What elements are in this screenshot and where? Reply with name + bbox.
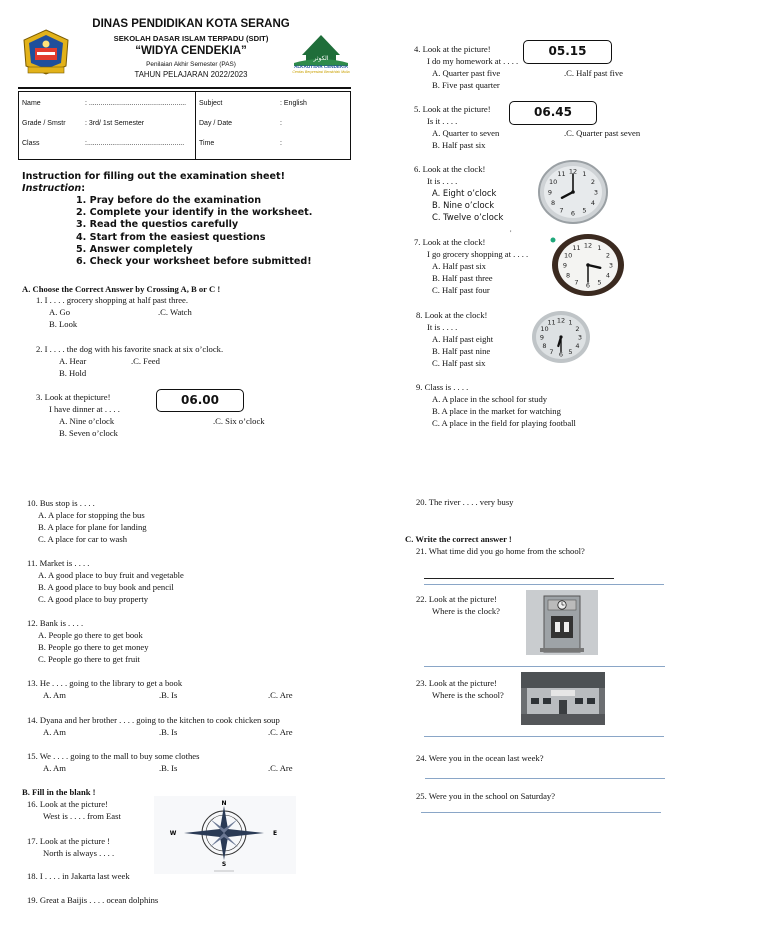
- q3-time-box: 06.00: [156, 389, 244, 412]
- clock-number: 11: [572, 244, 581, 252]
- clock-number: 5: [582, 206, 587, 215]
- q6-stem: 6. Look at the clock!: [414, 164, 486, 174]
- q23-answer-line[interactable]: [424, 736, 664, 737]
- name-field[interactable]: : ..................................................: [85, 100, 187, 107]
- q8-option-b[interactable]: B. Half past nine: [432, 346, 491, 356]
- clock-number: 10: [563, 251, 573, 260]
- compass-s-label: S: [221, 861, 227, 868]
- q6-stem-2: It is . . . .: [427, 176, 458, 186]
- clock-number: 12: [583, 241, 593, 250]
- q7-stem: 7. Look at the clock!: [414, 237, 486, 247]
- q23-stem-2: Where is the school?: [432, 690, 504, 700]
- q17-stem: 17. Look at the picture !: [27, 836, 111, 846]
- q3-stem: 3. Look at thepicture!: [36, 392, 111, 402]
- compass-rose-icon: [154, 796, 296, 874]
- header-school-name: “WIDYA CENDEKIA”: [135, 45, 247, 57]
- clock-number: 4: [605, 271, 610, 280]
- subject-label: Subject: [199, 100, 223, 107]
- clock-number: 6: [585, 281, 591, 290]
- q13-option-b[interactable]: .B. Is: [159, 690, 178, 700]
- q10-option-c[interactable]: C. A place for car to wash: [38, 534, 128, 544]
- clock-number: 12: [568, 167, 578, 176]
- q4-option-c[interactable]: .C. Half past five: [564, 68, 623, 78]
- clock-number: 2: [590, 177, 595, 186]
- q11-stem: 11. Market is . . . .: [27, 558, 90, 568]
- section-c-title: C. Write the correct answer !: [405, 534, 512, 544]
- student-info-box: [18, 91, 351, 160]
- q22-stem: 22. Look at the picture!: [416, 594, 497, 604]
- clock-number: 4: [575, 341, 580, 350]
- subject-value: : English: [280, 100, 307, 107]
- q5-option-a[interactable]: A. Quarter to seven: [432, 128, 500, 138]
- right-logo: [286, 33, 356, 77]
- q3-option-b[interactable]: B. Seven o’clock: [59, 428, 118, 438]
- clock-number: 11: [547, 318, 556, 327]
- name-label: Name: [22, 100, 41, 107]
- day-field[interactable]: :: [280, 120, 282, 127]
- q3-option-a[interactable]: A. Nine o’clock: [59, 416, 115, 426]
- instruction-subtitle: [22, 183, 85, 195]
- q1-option-a[interactable]: A. Go: [49, 307, 71, 317]
- clock-number: 5: [568, 348, 573, 356]
- clock-q6: [536, 159, 610, 225]
- q7-option-c[interactable]: C. Half past four: [432, 285, 490, 295]
- q6-mark: ,: [510, 227, 512, 233]
- clock-q6-svg: [536, 159, 610, 225]
- q12-stem: 12. Bank is . . . .: [27, 618, 84, 628]
- compass-n-label: N: [221, 800, 227, 807]
- q8-stem-2: It is . . . .: [427, 322, 458, 332]
- q2-stem: 2. I . . . . the dog with his favorite snack at six o’clock.: [36, 344, 224, 354]
- grade-label: Grade / Smstr: [22, 120, 66, 127]
- class-label: Class: [22, 140, 40, 147]
- q6-option-a[interactable]: A. Eight o’clock: [432, 188, 497, 198]
- q15-option-a[interactable]: A. Am: [43, 763, 66, 773]
- svg-text:الكوثر: الكوثر: [313, 55, 329, 62]
- clock-number: 12: [556, 316, 566, 325]
- q11-option-c[interactable]: C. A good place to buy property: [38, 594, 149, 604]
- q24-stem: 24. Were you in the ocean last week?: [416, 753, 544, 763]
- clock-number: 3: [593, 188, 599, 197]
- clock-number: 3: [608, 261, 614, 270]
- instruction-list: [76, 195, 312, 268]
- clock-number: 9: [562, 261, 568, 270]
- q5-stem-2: Is it . . . .: [427, 116, 458, 126]
- q5-stem: 5. Look at the picture!: [414, 104, 491, 114]
- school-building-icon: [521, 672, 605, 725]
- instruction-item: 4. Start from the easiest questions: [76, 231, 266, 243]
- clock-number: 2: [605, 251, 610, 260]
- school-picture: [521, 672, 605, 725]
- q17-stem-2: North is always . . . .: [43, 848, 115, 858]
- q2-option-a[interactable]: A. Hear: [59, 356, 87, 366]
- clock-number: 1: [568, 318, 573, 327]
- compass-e-label: E: [272, 830, 278, 837]
- q7-option-b[interactable]: B. Half past three: [432, 273, 493, 283]
- q12-option-c[interactable]: C. People go there to get fruit: [38, 654, 140, 664]
- q21-answer-line-dark[interactable]: [424, 578, 614, 579]
- q9-option-a[interactable]: A. A place in the school for study: [432, 394, 548, 404]
- q25-stem: 25. Were you in the school on Saturday?: [416, 791, 556, 801]
- instruction-item: 3. Read the questios carefully: [76, 219, 239, 231]
- grade-value: : 3rd/ 1st Semester: [85, 120, 145, 127]
- q14-option-b[interactable]: .B. Is: [159, 727, 178, 737]
- q10-option-b[interactable]: B. A place for plane for landing: [38, 522, 147, 532]
- q24-answer-line[interactable]: [425, 778, 665, 779]
- q3-stem-2: I have dinner at . . . .: [49, 404, 120, 414]
- clock-number: 8: [542, 341, 547, 350]
- class-field[interactable]: :..................................................: [85, 140, 185, 147]
- instruction-title: Instruction for filling out the examination sheet!: [22, 171, 285, 182]
- instruction-subtitle-text: Instruction: [22, 183, 82, 194]
- q6-option-c[interactable]: C. Twelve o’clock: [432, 212, 504, 222]
- q14-option-a[interactable]: A. Am: [43, 727, 66, 737]
- compass-picture: [154, 796, 296, 874]
- q9-option-c[interactable]: C. A place in the field for playing football: [432, 418, 576, 428]
- q22-answer-line[interactable]: [424, 666, 665, 667]
- q22-stem-2: Where is the clock?: [432, 606, 500, 616]
- clock-number: 1: [597, 244, 602, 252]
- q12-option-a[interactable]: A. People go there to get book: [38, 630, 143, 640]
- clock-number: 10: [540, 324, 549, 333]
- header-rule: [18, 87, 351, 89]
- q5-option-c[interactable]: .C. Quarter past seven: [564, 128, 641, 138]
- section-b-title: B. Fill in the blank !: [22, 787, 96, 797]
- q9-stem: 9. Class is . . . .: [416, 382, 469, 392]
- clock-number: 6: [570, 209, 576, 218]
- instruction-item: 2. Complete your identify in the worksheet.: [76, 207, 313, 219]
- instruction-item: 1. Pray before do the examination: [76, 195, 262, 206]
- q18-stem: 18. I . . . . in Jakarta last week: [27, 871, 130, 881]
- clock-number: 3: [577, 333, 583, 342]
- q7-stem-2: I go grocery shopping at . . . .: [427, 249, 529, 259]
- clock-q8-svg: [530, 309, 592, 365]
- q15-option-c[interactable]: .C. Are: [268, 763, 293, 773]
- clock-number: 8: [566, 271, 571, 280]
- clock-number: 9: [547, 188, 553, 197]
- q14-stem: 14. Dyana and her brother . . . . going to the kitchen to cook chicken soup: [27, 715, 280, 725]
- q5-option-b[interactable]: B. Half past six: [432, 140, 486, 150]
- q16-stem: 16. Look at the picture!: [27, 799, 108, 809]
- q1-stem: 1. I . . . . grocery shopping at half past three.: [36, 295, 189, 305]
- clock-q8: [530, 309, 592, 365]
- right-logo-name: ALKAUTSAR CENDEKIA: [294, 64, 348, 69]
- q8-stem: 8. Look at the clock!: [416, 310, 488, 320]
- q10-stem: 10. Bus stop is . . . .: [27, 498, 95, 508]
- q11-option-a[interactable]: A. A good place to buy fruit and vegetable: [38, 570, 184, 580]
- q4-stem: 4. Look at the picture!: [414, 44, 491, 54]
- clock-number: 9: [539, 333, 545, 342]
- q15-stem: 15. We . . . . going to the mall to buy some clothes: [27, 751, 200, 761]
- q3-option-c[interactable]: .C. Six o’clock: [213, 416, 265, 426]
- clock-tower-icon: [526, 590, 598, 655]
- q1-option-c[interactable]: .C. Watch: [158, 307, 192, 317]
- q10-option-a[interactable]: A. A place for stopping the bus: [38, 510, 145, 520]
- clock-number: 4: [590, 198, 595, 207]
- q4-option-a[interactable]: A. Quarter past five: [432, 68, 501, 78]
- day-label: Day / Date: [199, 120, 233, 127]
- q21-stem: 21. What time did you go home from the school?: [416, 546, 585, 556]
- clock-number: 7: [549, 348, 554, 356]
- clock-q7: [546, 232, 626, 298]
- compass-w-label: W: [169, 830, 177, 837]
- header-exam: Penilaian Akhir Semester (PAS): [146, 61, 236, 68]
- clock-number: 6: [558, 350, 564, 359]
- q4-stem-2: I do my homework at . . . .: [427, 56, 519, 66]
- q11-option-b[interactable]: B. A good place to buy book and pencil: [38, 582, 174, 592]
- q7-option-a[interactable]: A. Half past six: [432, 261, 486, 271]
- q13-stem: 13. He . . . . going to the library to get a book: [27, 678, 183, 688]
- section-a-title: A. Choose the Correct Answer by Crossing A, B or C !: [22, 284, 221, 294]
- q14-option-c[interactable]: .C. Are: [268, 727, 293, 737]
- time-label: Time: [199, 140, 215, 147]
- header-school-type: SEKOLAH DASAR ISLAM TERPADU (SDIT): [113, 34, 269, 43]
- q6-option-b[interactable]: B. Nine o’clock: [432, 200, 495, 210]
- q13-option-c[interactable]: .C. Are: [268, 690, 293, 700]
- q4-time-box: 05.15: [523, 40, 612, 64]
- clock-q7-svg: [546, 232, 626, 298]
- q2-option-c[interactable]: .C. Feed: [131, 356, 160, 366]
- clock-number: 8: [551, 198, 556, 207]
- q19-stem: 19. Great a Baijis . . . . ocean dolphins: [27, 895, 159, 905]
- q21-answer-line[interactable]: [424, 584, 664, 585]
- q23-stem: 23. Look at the picture!: [416, 678, 497, 688]
- q1-option-b[interactable]: B. Look: [49, 319, 78, 329]
- q8-option-a[interactable]: A. Half past eight: [432, 334, 494, 344]
- q20-stem: 20. The river . . . . very busy: [416, 497, 514, 507]
- instruction-subtitle-colon: :: [81, 183, 86, 194]
- instruction-item: 6. Check your worksheet before submitted!: [76, 256, 312, 268]
- q5-time-box: 06.45: [509, 101, 597, 125]
- q15-option-b[interactable]: .B. Is: [159, 763, 178, 773]
- header-agency: DINAS PENDIDIKAN KOTA SERANG: [92, 18, 290, 30]
- info-divider: [195, 92, 196, 159]
- clock-number: 1: [582, 170, 587, 179]
- q4-option-b[interactable]: B. Five past quarter: [432, 80, 500, 90]
- clock-number: 2: [575, 324, 580, 333]
- clock-number: 10: [548, 177, 558, 186]
- q13-option-a[interactable]: A. Am: [43, 690, 66, 700]
- left-logo: [20, 28, 72, 76]
- header-year: TAHUN PELAJARAN 2022/2023: [134, 70, 248, 79]
- q9-option-b[interactable]: B. A place in the market for watching: [432, 406, 561, 416]
- clock-number: 11: [557, 170, 566, 179]
- instruction-item: 5. Answer completely: [76, 243, 193, 255]
- right-logo-tagline: Cerdas Berprestasi Berakhlak Mulia: [292, 70, 350, 74]
- q12-option-b[interactable]: B. People go there to get money: [38, 642, 149, 652]
- clock-number: 7: [574, 278, 579, 287]
- time-field[interactable]: :: [280, 140, 282, 147]
- q2-option-b[interactable]: B. Hold: [59, 368, 87, 378]
- clock-number: 7: [559, 206, 564, 215]
- clock-number: 5: [597, 278, 602, 287]
- q8-option-c[interactable]: C. Half past six: [432, 358, 486, 368]
- q16-stem-2: West is . . . . from East: [43, 811, 121, 821]
- clock-tower-picture: [526, 590, 598, 655]
- q25-answer-line[interactable]: [421, 812, 661, 813]
